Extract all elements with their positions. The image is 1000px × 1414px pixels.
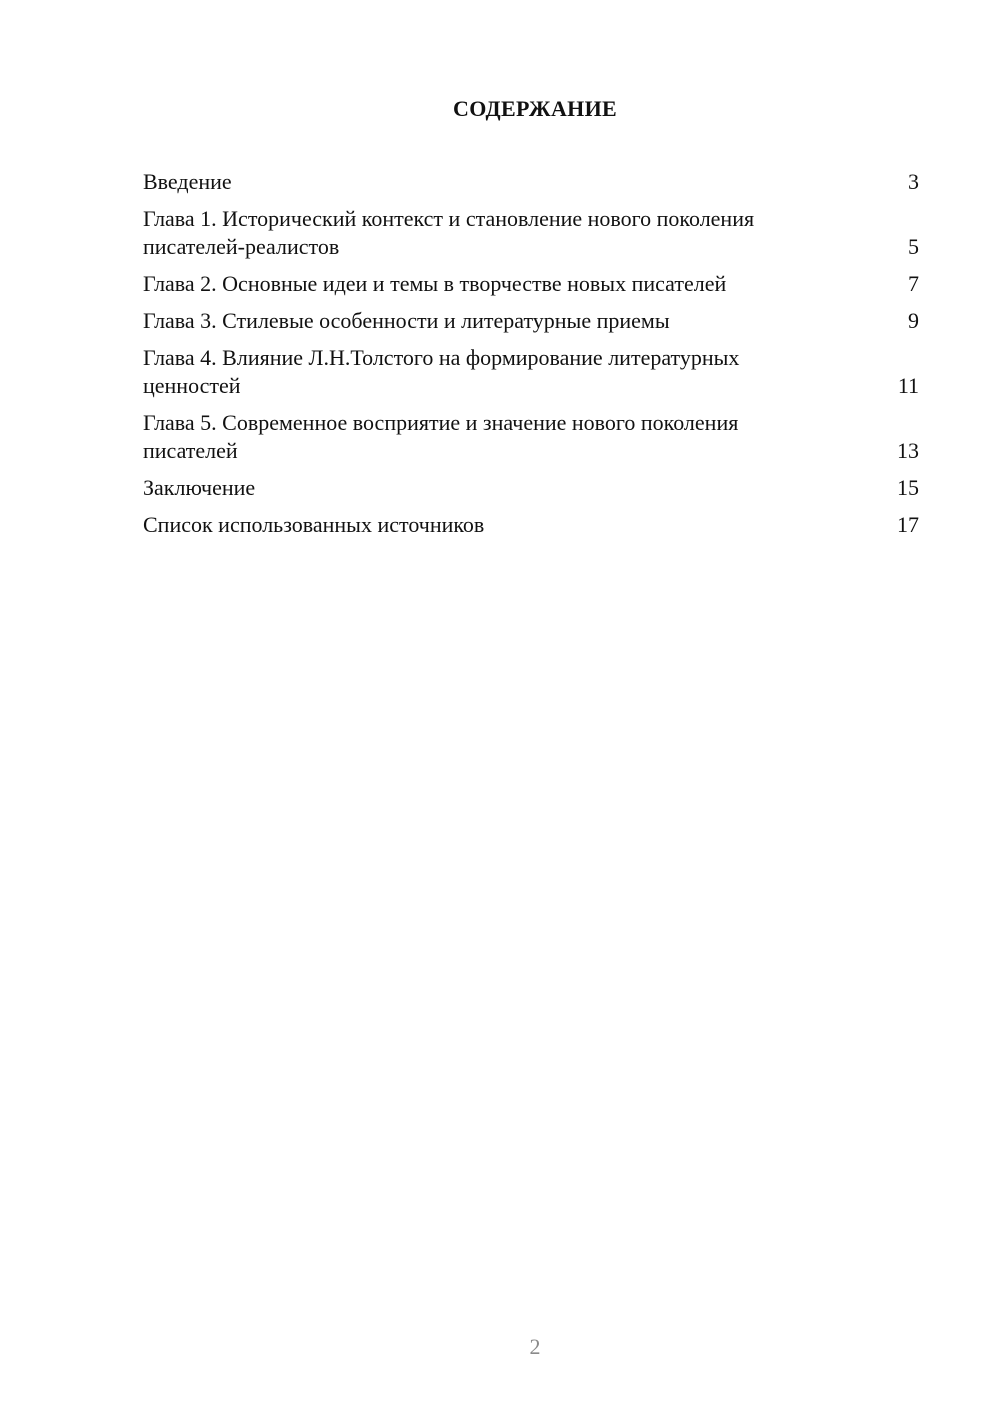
toc-entry-page-number: 15 <box>897 475 919 500</box>
toc-list <box>143 168 919 548</box>
toc-entry-title: Глава 3. Стилевые особенности и литературные приемы <box>143 308 670 333</box>
toc-entry-title: Глава 5. Современное восприятие и значение нового поколения писателей <box>143 410 739 463</box>
toc-entry-references <box>143 511 919 539</box>
toc-entry-page-number: 9 <box>908 308 919 333</box>
page-number: 2 <box>529 1334 541 1359</box>
toc-entry-chapter-5 <box>143 409 919 465</box>
toc-heading: СОДЕРЖАНИЕ <box>453 96 617 121</box>
toc-entry-title: Введение <box>143 169 232 194</box>
toc-entry-title: Глава 2. Основные идеи и темы в творчестве новых писателей <box>143 271 727 296</box>
toc-entry-page-number: 5 <box>908 234 919 259</box>
toc-entry-chapter-2 <box>143 270 919 298</box>
toc-entry-title: Заключение <box>143 475 256 500</box>
toc-entry-page-number: 17 <box>897 512 919 537</box>
toc-entry-conclusion <box>143 474 919 502</box>
toc-entry-title: Глава 1. Исторический контекст и становление нового поколения писателей-реалистов <box>143 206 755 259</box>
toc-entry-chapter-1 <box>143 205 919 261</box>
toc-entry-page-number: 7 <box>908 271 919 296</box>
toc-entry-title: Глава 4. Влияние Л.Н.Толстого на формирование литературных ценностей <box>143 345 740 398</box>
toc-entry-chapter-3 <box>143 307 919 335</box>
toc-entry-page-number: 11 <box>897 373 919 398</box>
toc-entry-chapter-4 <box>143 344 919 400</box>
toc-entry-introduction <box>143 168 919 196</box>
toc-entry-page-number: 3 <box>908 169 919 194</box>
toc-entry-page-number: 13 <box>897 438 919 463</box>
toc-entry-title: Список использованных источников <box>143 512 485 537</box>
